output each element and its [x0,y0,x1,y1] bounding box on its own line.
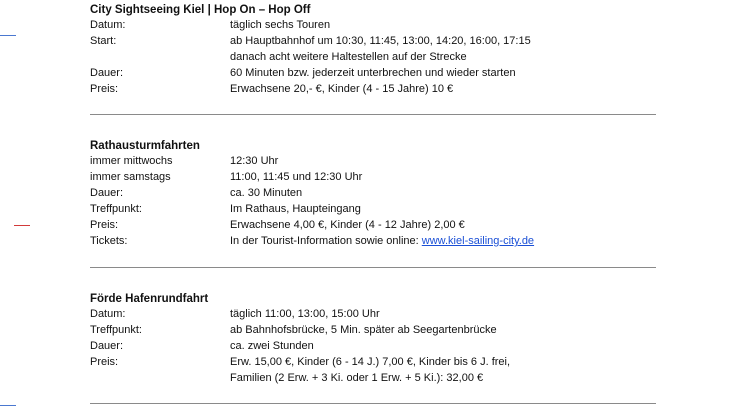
row-value: ab Bahnhofsbrücke, 5 Min. später ab Seegartenbrücke [230,324,497,336]
row-label: Preis: [90,83,119,95]
section-rathausturmfahrten [90,139,656,249]
info-row-dauer [90,65,656,81]
row-value: Erwachsene 4,00 €, Kinder (4 - 12 Jahre) 2,00 € [230,219,465,231]
row-value: ab Hauptbahnhof um 10:30, 11:45, 13:00, 14:20, 16:00, 17:15 [230,35,531,47]
section-foerde-hafenrundfahrt [90,292,656,386]
info-row-mittwochs [90,153,656,169]
info-row-samstags [90,169,656,185]
info-row-treffpunkt [90,201,656,217]
row-label: immer samstags [90,171,171,183]
section-title: City Sightseeing Kiel | Hop On – Hop Off [90,4,311,16]
info-row-tickets [90,233,656,249]
row-value: In der Tourist-Information sowie online: [230,235,422,247]
row-value: ca. zwei Stunden [230,340,314,352]
row-value: Erw. 15,00 €, Kinder (6 - 14 J.) 7,00 €, Kinder bis 6 J. frei, [230,356,511,368]
row-value: Erwachsene 20,- €, Kinder (4 - 15 Jahre) 10 € [230,83,454,95]
row-label: Datum: [90,308,126,320]
section-divider [90,267,656,268]
row-label: Start: [90,35,117,47]
info-row-preis [90,217,656,233]
info-row-preis [90,81,656,97]
row-value: Familien (2 Erw. + 3 Ki. oder 1 Erw. + 5 Ki.): 32,00 € [230,372,484,384]
row-label: Datum: [90,19,126,31]
section-divider [90,114,656,115]
row-value: 11:00, 11:45 und 12:30 Uhr [230,171,363,183]
row-label: Preis: [90,356,119,368]
row-value: täglich 11:00, 13:00, 15:00 Uhr [230,308,380,320]
row-value: danach acht weitere Haltestellen auf der Strecke [230,51,467,63]
row-label: Tickets: [90,235,128,247]
info-row-preis [90,354,656,386]
info-row-treffpunkt [90,322,656,338]
row-label: Treffpunkt: [90,324,142,336]
row-label: Treffpunkt: [90,203,142,215]
section-title: Förde Hafenrundfahrt [90,293,209,305]
row-label: Preis: [90,219,119,231]
info-row-dauer [90,338,656,354]
section-city-sightseeing [90,3,656,97]
margin-mark-blue-top [0,35,16,36]
section-title: Rathausturmfahrten [90,140,200,152]
row-label: Dauer: [90,340,124,352]
row-value: 60 Minuten bzw. jederzeit unterbrechen und wieder starten [230,67,516,79]
info-row-datum [90,17,656,33]
row-label: immer mittwochs [90,155,173,167]
info-row-datum [90,306,656,322]
row-value: 12:30 Uhr [230,155,279,167]
info-row-start [90,33,656,65]
section-divider [90,403,656,404]
tickets-link[interactable]: www.kiel-sailing-city.de [421,235,535,247]
row-value: ca. 30 Minuten [230,187,303,199]
margin-mark-blue-bottom [0,405,16,406]
row-value: täglich sechs Touren [230,19,331,31]
info-row-dauer [90,185,656,201]
row-label: Dauer: [90,187,124,199]
row-label: Dauer: [90,67,124,79]
row-value: Im Rathaus, Haupteingang [230,203,361,215]
margin-mark-red [14,225,30,226]
